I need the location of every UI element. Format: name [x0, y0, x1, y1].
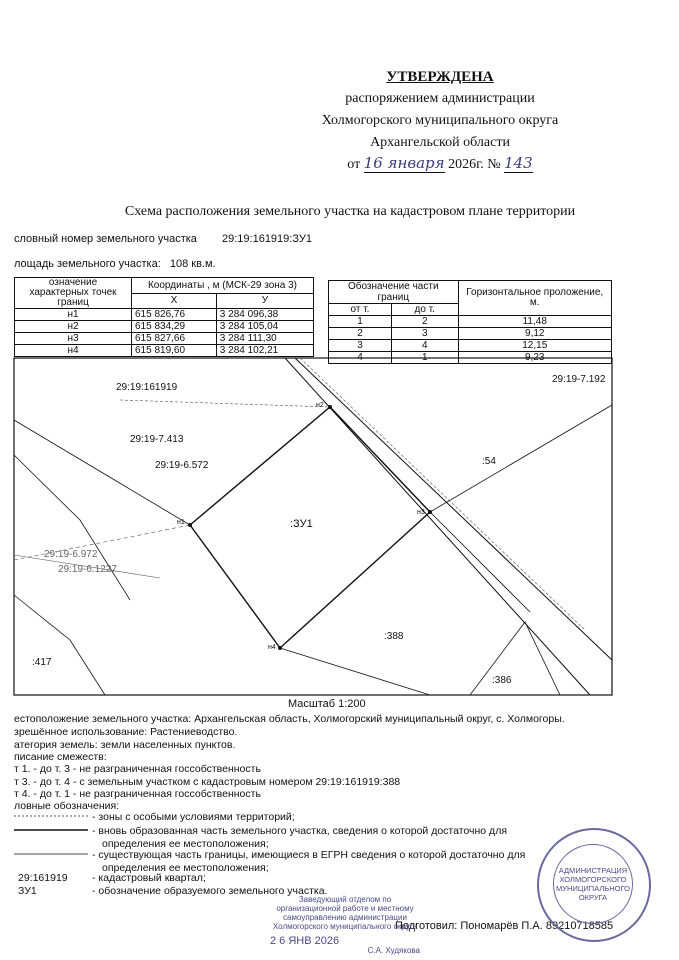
cond-number-value: 29:19:161919:ЗУ1 — [222, 233, 312, 245]
parcel-386-edge — [470, 622, 560, 695]
official-seal-text: АДМИНИСТРАЦИЯ ХОЛМОГОРСКОГО МУНИЦИПАЛЬНОГО ОКРУГА — [553, 844, 633, 924]
approval-line1: распоряжением администрации — [345, 91, 535, 106]
table-row: 3 4 12,15 — [329, 340, 612, 352]
cond-number-label: словный номер земельного участка — [14, 233, 197, 245]
note-adjacency-title: писание смежеств: — [14, 751, 107, 763]
point-n1 — [188, 523, 192, 527]
table-row: н3 615 827,66 3 284 111,30 — [15, 333, 314, 345]
point-n3 — [428, 510, 432, 514]
approval-stamp-text: Заведующий отделом по организационной работе и местному самоуправлению администрации Холмогорского муниципального округа — [272, 895, 418, 931]
approval-stamp-name: С.А. Худякова — [367, 946, 420, 955]
parcel-54-edge — [430, 405, 612, 512]
handwritten-number: 143 — [504, 154, 533, 172]
point-label-n2: н2 — [316, 402, 324, 409]
point-label-n4: н4 — [268, 644, 276, 651]
date-year: 2026г. № — [448, 157, 501, 172]
table-row: 1 2 11,48 — [329, 316, 612, 328]
note-adjacency-1: т 1. - до т. 3 - не разграниченная госсобственность — [14, 763, 261, 775]
parcel-388-edge-2 — [430, 512, 530, 612]
legend-item-new-a: - вновь образованная часть земельного участка, сведения о которой достаточно для — [92, 825, 508, 837]
parcel-417-edge — [14, 595, 105, 695]
point-n2 — [328, 405, 332, 409]
legend-sample-quarter: 29:161919 — [18, 872, 68, 884]
scheme-title: Схема расположения земельного участка на кадастровом плане территории — [124, 204, 576, 219]
note-category: атегория земель: земли населенных пунктов. — [14, 739, 236, 751]
legend-item-new-b: определения ее местоположения; — [102, 838, 269, 850]
approval-line2: Холмогорского муниципального округа — [321, 113, 559, 128]
col-to-header: до т. — [391, 304, 458, 316]
col-y-header: У — [216, 293, 313, 309]
table-row: 2 3 9,12 — [329, 328, 612, 340]
map-label-161919: 29:19:161919 — [116, 382, 178, 393]
point-label-n1: н1 — [177, 519, 185, 526]
approval-stamp — [270, 895, 420, 955]
map-label-386: :386 — [492, 675, 512, 686]
map-label-zu1: :ЗУ1 — [290, 518, 313, 530]
legend-item-quarter: - кадастровый квартал; — [92, 872, 206, 884]
zone-left-dashed — [120, 400, 330, 407]
map-label-6972: 29:19-6.972 — [44, 549, 98, 560]
table-row: н4 615 819,60 3 284 102,21 — [15, 345, 314, 357]
note-use: зрешённое использование: Растениеводство. — [14, 726, 238, 738]
parcel-left-edge — [14, 455, 130, 600]
approval-stamp-date: 2 6 ЯНВ 2026 — [270, 935, 340, 947]
table-row: н2 615 834,29 3 284 105,04 — [15, 321, 314, 333]
official-seal — [537, 828, 651, 942]
col-x-header: Х — [132, 293, 217, 309]
handwritten-date: 16 января — [363, 154, 445, 172]
table-row: 4 1 9,23 — [329, 352, 612, 364]
map-label-61227: 29:19-6.1227 — [58, 564, 117, 575]
map-label-54: :54 — [482, 456, 496, 467]
area-value: 108 кв.м. — [169, 258, 216, 270]
map-scale: Масштаб 1:200 — [288, 698, 366, 710]
col-point-header: означение характерных точек границ — [15, 278, 132, 309]
map-label-7192: 29:19-7.192 — [552, 374, 606, 385]
approval-line3: Архангельской области — [370, 135, 510, 150]
approval-title: УТВЕРЖДЕНА — [386, 69, 494, 85]
prepared-by: Подготовил: Пономарёв П.А. 89210718585 — [395, 920, 614, 932]
col-parts-header: Обозначение части границ — [329, 281, 459, 304]
point-label-n3: н3 — [417, 509, 425, 516]
note-location: естоположение земельного участка: Архангельская область, Холмогорский муниципальный округ, с. Холмогоры. — [14, 713, 565, 725]
area-label: лощадь земельного участка: — [14, 258, 161, 270]
map-label-417: :417 — [32, 657, 52, 668]
map-label-388: :388 — [384, 631, 404, 642]
parcel-388-edge — [280, 648, 430, 695]
date-prefix: от — [347, 157, 361, 172]
map-frame — [14, 358, 612, 695]
map-label-7413: 29:19-7.413 — [130, 434, 184, 445]
legend-item-existing-a: - существующая часть границы, имеющиеся в ЕГРН сведения о которой достаточно для — [92, 849, 526, 861]
map-label-6572: 29:19-6.572 — [155, 460, 209, 471]
col-from-header: от т. — [329, 304, 392, 316]
col-coords-header: Координаты , м (МСК-29 зона 3) — [132, 278, 314, 294]
legend-sample-zu: ЗУ1 — [18, 885, 37, 897]
note-adjacency-3: т 4. - до т. 1 - не разграниченная госсобственность — [14, 788, 261, 800]
legend-item-existing-b: определения ее местоположения; — [102, 862, 269, 874]
zone-line-1 — [295, 358, 612, 660]
zone-line-dashed — [300, 358, 585, 630]
note-adjacency-2: т 3. - до т. 4 - с земельным участком с кадастровым номером 29:19:161919:388 — [14, 776, 401, 788]
legend-title: ловные обозначения: — [14, 800, 120, 812]
col-length-header: Горизонтальное проложение, м. — [458, 281, 612, 316]
legend-item-zu: - обозначение образуемого земельного участка. — [92, 885, 328, 897]
legend-item-zone: - зоны с особыми условиями территорий; — [92, 811, 295, 823]
point-n4 — [278, 646, 282, 650]
table-row: н1 615 826,76 3 284 096,38 — [15, 309, 314, 321]
